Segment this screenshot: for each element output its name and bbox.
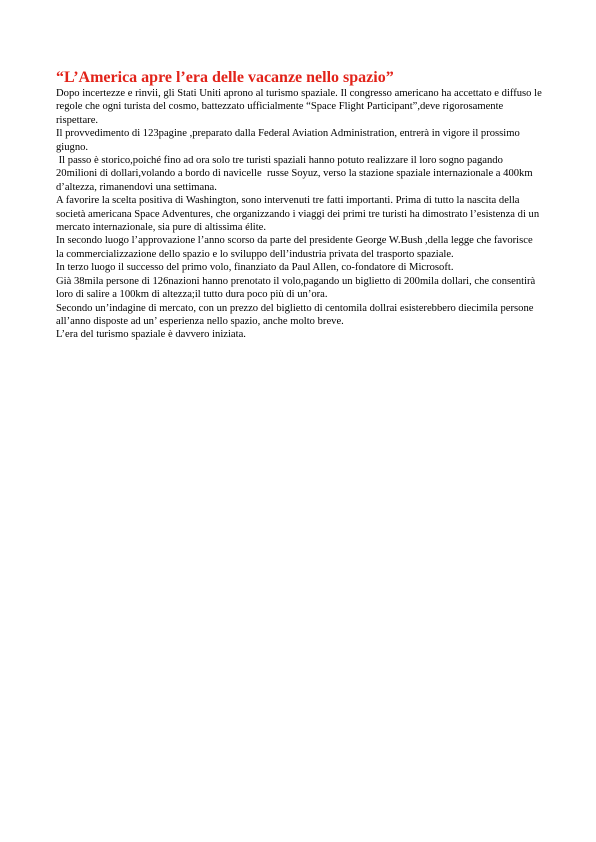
paragraph-terzo-luogo: In terzo luogo il successo del primo volo, finanziato da Paul Allen, co-fondatore di Microsoft.	[56, 262, 454, 274]
paragraph-passo-storico: Il passo è storico,poiché fino ad ora solo tre turisti spaziali hanno potuto realizzare il loro sogno pagando 20milioni di dollari,volando a bordo di navicelle russe Soyuz, verso la stazione spaziale internazionale a 400km d’altezza, rimanendovi una settimana.	[56, 155, 536, 193]
paragraph-intro: Dopo incertezze e rinvii, gli Stati Uniti aprono al turismo spaziale. Il congresso americano ha accettato e diffuso le regole che ogni turista del cosmo, battezzato ufficialmente “Space Flight Participant”,deve rigorosamente rispettare.	[56, 88, 542, 126]
paragraph-secondo-luogo: In secondo luogo l’approvazione l’anno scorso da parte del presidente George W.Bush ,della legge che favorisce la commercializzazione dello spazio e lo sviluppo dell’industria privata del trasporto spaziale.	[56, 235, 533, 260]
paragraph-prenotazioni: Già 38mila persone di 126nazioni hanno prenotato il volo,pagando un biglietto di 200mila dollari, che consentirà loro di salire a 100km di altezza;il tutto dura poco più di un’ora.	[56, 275, 536, 301]
article-title: “L’America apre l’era delle vacanze nello spazio”	[56, 69, 394, 86]
paragraph-washington: A favorire la scelta positiva di Washington, sono intervenuti tre fatti importanti. Prima di tutto la nascita della società americana Space Adventures, che organizzando i viaggi dei primi tre turisti ha dimostrato l’esistenza di un mercato internazionale, sia pure di altissima élite.	[56, 195, 540, 234]
paragraph-indagine: Secondo un’indagine di mercato, con un prezzo del biglietto di centomila dollrai esisterebbero diecimila persone all’anno disposte ad un’ esperienza nello spazio, anche molto breve.	[56, 302, 534, 327]
article-body	[56, 87, 542, 342]
document-page	[56, 68, 542, 342]
paragraph-provvedimento: Il provvedimento di 123pagine ,preparato dalla Federal Aviation Administration, entrerà in vigore il prossimo giugno.	[56, 128, 520, 153]
paragraph-conclusione: L’era del turismo spaziale è davvero iniziata.	[56, 329, 246, 341]
